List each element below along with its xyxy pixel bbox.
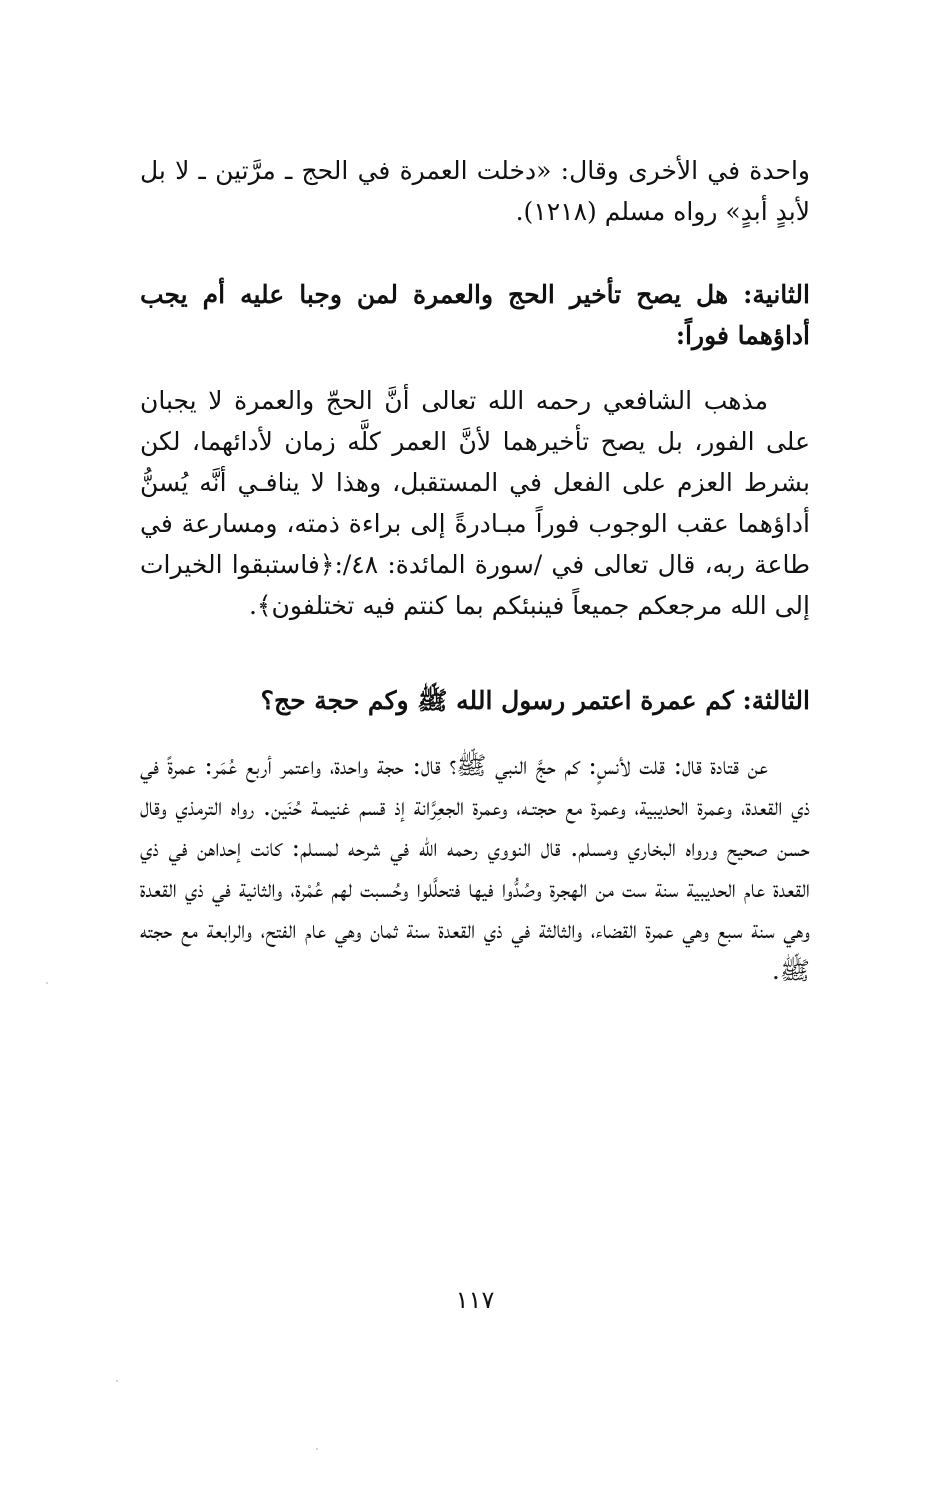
section-3-paragraph: عن قتادة قال: قلت لأنسٍ: كم حجَّ النبي ﷺ؟ قال: حجة واحدة، واعتمر أربع عُمَر: عمرةً في ذي القعدة، وعمرة الحديبية، وعمرة مع حجتـه، وعمرة الجعِرَّانة إذ قسم غنيمـة حُنَين. رواه الترمذي وقال حسن صحيح ورواه البخاري ومسلم. قال النووي رحمه الله في شرحه لمسلم: كانت إحداهن في ذي القعدة عام الحديبية سنة ست من الهجرة وصُدُّوا فيها فتحلَّلوا وحُسبت لهم عُمْرة، والثانية في ذي القعدة وهي سنة سبع وهي عمرة القضاء، والثالثة في ذي القعدة سنة ثمان وهي عام الفتح، والرابعة مع حجته ﷺ. xyxy=(140,751,810,985)
page-number: ١١٧ xyxy=(455,1286,495,1314)
scan-speck xyxy=(116,1380,118,1382)
scan-speck xyxy=(316,1448,318,1450)
section-3-heading: الثالثة: كم عمرة اعتمر رسول الله ﷺ وكم حجة حج؟ xyxy=(260,686,810,715)
page-content xyxy=(140,150,810,991)
intro-paragraph: واحدة في الأخرى وقال: «دخلت العمرة في الحج ـ مرَّتين ـ لا بل لأبدٍ أبدٍ» رواه مسلم (١٢١٨). xyxy=(140,156,810,226)
scan-speck xyxy=(46,982,48,984)
section-2-paragraph: مذهب الشافعي رحمه الله تعالى أنَّ الحجّ والعمرة لا يجبان على الفور، بل يصح تأخيرهما لأنَّ العمر كلَّه زمان لأدائهما، لكن بشرط العزم على الفعل في المستقبل، وهذا لا ينافـي أنَّه يُسنُّ أداؤهما عقب الوجوب فوراً مبـادرةً إلى براءة ذمته، ومسارعة في طاعة ربه، قال تعالى في /سورة المائدة: ٤٨/:﴿فاستبقوا الخيرات إلى الله مرجعكم جميعاً فينبئكم بما كنتم فيه تختلفون﴾. xyxy=(140,386,810,620)
section-2-heading: الثانية: هل يصح تأخير الحج والعمرة لمن وجبا عليه أم يجب أداؤهما فوراً: xyxy=(140,280,810,350)
